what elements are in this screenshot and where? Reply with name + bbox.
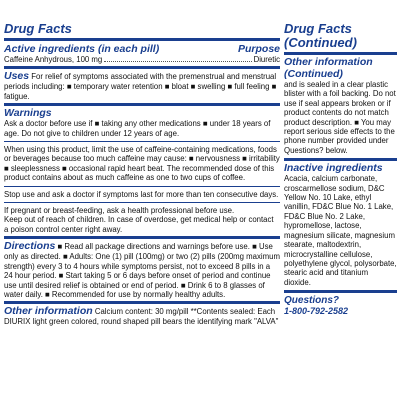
drug-facts-panel (4, 22, 280, 327)
other-info-continued-text: and is sealed in a clear plastic blister with a foil backing. Do not use if seal appears broken or if product contents do not match product description. ■ You may report serious side effects to the phone number provided under Questions? below. (284, 80, 396, 155)
other-info-section (4, 305, 280, 326)
active-ingredients-header: Active ingredients (in each pill) (4, 43, 160, 55)
title-rule (284, 52, 397, 55)
when-using-text: When using this product, limit the use of caffeine-containing medications, foods or beverages because too much caffeine may cause: ■ nervousness ■ irritability ■ sleeplessness ■ occasional rapid heart beat. The recommended dose of this product contains about as much caffeine as one to two cups of coffee. (4, 145, 280, 183)
drug-facts-continued-panel (284, 22, 397, 316)
section-rule (4, 103, 280, 106)
section-rule (284, 158, 397, 161)
section-rule (4, 66, 280, 69)
uses-section (4, 70, 280, 101)
keep-out-text: Keep out of reach of children. In case of overdose, get medical help or contact a poison control center right away. (4, 215, 274, 234)
divider (4, 186, 280, 187)
other-info-text: Calcium content: 30 mg/pill **Contents sealed: Each DIURIX light green colored, round shaped pill bears the identifying mark "ALVA" (4, 307, 279, 327)
directions-text: ■ Read all package directions and warnings before use. ■ Use only as directed. ■ Adults: One (1) pill (100mg) or two (2) pills (200mg maximum strength) every 3 to 4 hours while symptoms persist, not to exceed 8 pills in a 24 hour period. ■ Start taking 5 or 6 days before onset of period and continue use until desired relief is obtained or end of period. ■ Drink 6 to 8 glasses of water daily. ■ Recommended for use by normally healthy adults. (4, 242, 280, 299)
drug-facts-title: Drug Facts (4, 21, 72, 36)
phone-number[interactable]: 1-800-792-2582 (284, 306, 349, 317)
active-ingredient: Caffeine Anhydrous, 100 mg (4, 55, 103, 64)
divider (4, 202, 280, 203)
section-rule (284, 290, 397, 293)
directions-section (4, 240, 280, 299)
drug-facts-continued-title: Drug Facts (Continued) (284, 21, 357, 50)
inactive-ingredients-text: Acacia, calcium carbonate, croscarmellose sodium, D&C Yellow No. 10 Lake, ethyl vanillin, FD&C Blue No. 1 Lake, FD&C Blue No. 2 Lake, hypromellose, lactose, magnesium silicate, magnesium stearate, maltodextrin, microcrystalline cellulose, polyethylene glycol, polysorbate, stearic acid and titanium dioxide. (284, 174, 397, 287)
directions-header: Directions (4, 240, 56, 253)
section-rule (4, 236, 280, 239)
stop-use-text: Stop use and ask a doctor if symptoms last for more than ten consecutive days. (4, 189, 279, 199)
active-ingredient-row (4, 55, 280, 64)
warnings-header: Warnings (4, 107, 52, 120)
title-rule (4, 38, 280, 41)
purpose-value: Diuretic (253, 55, 280, 64)
uses-header: Uses (4, 70, 30, 83)
questions-header: Questions? (284, 295, 340, 307)
uses-text: For relief of symptoms associated with the premenstrual and menstrual periods including: ■ temporary water retention ■ bloat ■ swelling ■ full feeling ■ fatigue. (4, 72, 277, 101)
pregnant-text: If pregnant or breast-feeding, ask a health professional before use. (4, 206, 235, 216)
section-rule (4, 301, 280, 304)
dot-leader (104, 55, 251, 62)
ask-doctor-text: Ask a doctor before use if ■ taking any other medications ■ under 18 years of age. Do not give to children under 12 years of age. (4, 119, 271, 138)
inactive-ingredients-header: Inactive ingredients (284, 162, 383, 175)
divider (4, 141, 280, 142)
active-header-row (4, 43, 280, 55)
purpose-header: Purpose (237, 43, 280, 55)
other-info-header: Other information (4, 305, 93, 318)
other-info-continued-header: Other information (Continued) (284, 56, 373, 80)
